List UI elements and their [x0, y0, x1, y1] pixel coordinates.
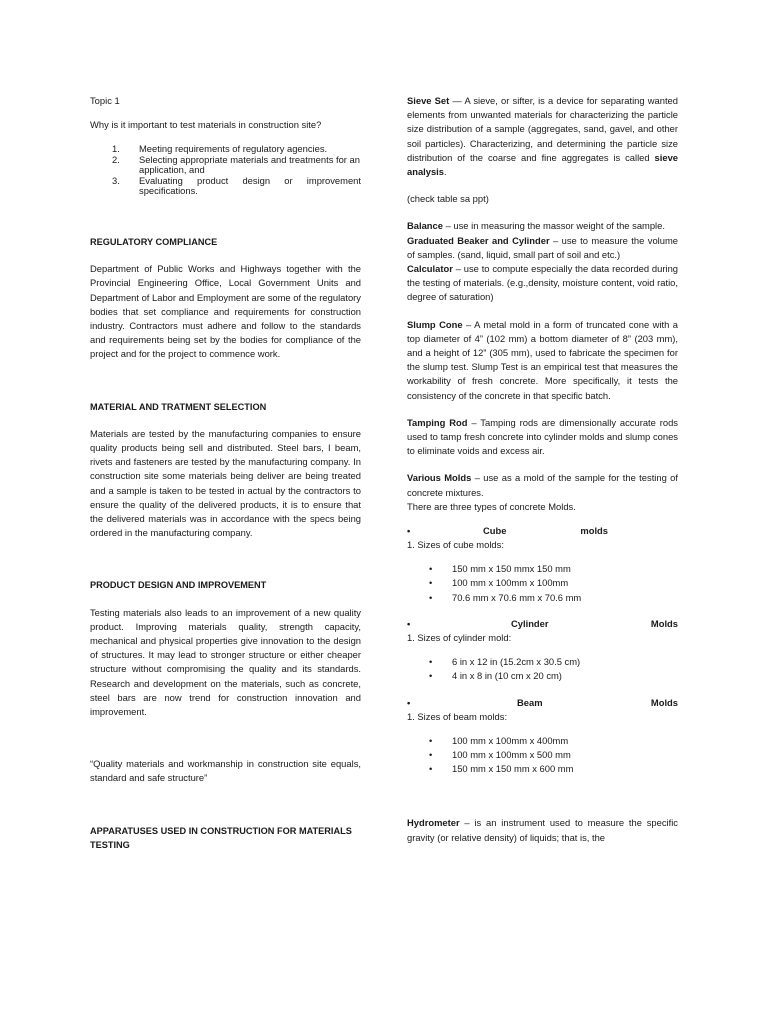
reasons-list — [90, 144, 361, 197]
sizes-label: 1. Sizes of cube molds: — [407, 539, 504, 551]
question-text: Why is it important to test materials in construction site? — [90, 119, 322, 131]
definition: – Tamping rods are dimensionally accurate rods used to tamp fresh concrete into cylinder molds and slump cones to eliminate voids and excess air. — [407, 416, 678, 457]
graduated-paragraph — [407, 234, 678, 262]
tamping-rod-paragraph — [407, 416, 678, 459]
bullet-icon: • — [407, 696, 411, 708]
mold-type: Cube — [483, 525, 507, 537]
sieve-set-paragraph — [407, 94, 678, 179]
sizes-label: 1. Sizes of beam molds: — [407, 710, 508, 722]
definition: – A metal mold in a form of truncated cone with a top diameter of 4” (102 mm) a bottom diameter of 8” (203 mm), and a height of 12” (305 mm), used to fabricate the specimen for the slump test. Slump Test is an empirical test that measures the workability of fresh concrete. More specifically, it tests the consistency of the concrete in that specific batch. — [407, 318, 678, 401]
hydrometer-paragraph — [407, 816, 678, 844]
list-text: Selecting appropriate materials and treatments for an application, and — [139, 153, 360, 176]
list-text: Evaluating product design or improvement specifications. — [139, 174, 361, 197]
term: sieve analysis — [407, 151, 678, 178]
definition: — A sieve, or sifter, is a device for separating wanted elements from unwanted materials for characterizing the particle size distribution of a sample (aggregates, sand, gavel, and other soil particles). Characterizing, and determining the particle size distribution of the coarse and fine aggregates is called — [407, 95, 678, 163]
list-number: 1. — [112, 143, 120, 155]
definition: – use to measure the volume of samples. (sand, liquid, small part of soil and etc.) — [407, 234, 678, 260]
sizes-label: 1. Sizes of cylinder mold: — [407, 631, 512, 643]
list-number: 2. — [112, 153, 120, 165]
definition: – use as a mold of the sample for the testing of concrete mixtures. — [407, 472, 678, 498]
section-body: Materials are tested by the manufacturing companies to ensure quality products being sell and distributed. Steel bars, I beam, rivets and fasteners are tested by the manufacturing company. In construction site some materials being deliver are being treated and a sample is taken to be tested in actual by the contractors to ensure the quality of the delivered products, it is to ensure that the delivered materials was in accordance with the specs being ordered in the manufacturing company. — [90, 427, 361, 539]
various-molds-sub: There are three types of concrete Molds. — [407, 500, 576, 512]
list-item: • 100 mm x 100mm x 100mm — [407, 576, 678, 590]
various-molds-paragraph — [407, 471, 678, 499]
section-body: Testing materials also leads to an improvement of a new quality product. Improving materials quality, strength capacity, mechanical and physical properties give innovation to the design of structures. It may lead to stronger structure or either cheaper structure without compromising the quality and its standards. Research and development on the materials, such as concrete, steel bars are now trend for construction innovation and improvement. — [90, 606, 361, 717]
left-column — [90, 94, 361, 852]
section-heading: MATERIAL AND TRATMENT SELECTION — [90, 401, 267, 412]
bullet-icon: • — [407, 617, 411, 629]
section-body: Department of Public Works and Highways together with the Provincial Engineering Office, Local Government Units and Department of Labor and Employment are some of the regulatory bodies that set compliance and requirements for construction industry. Contractors must adhere and follow to the standards and requirements being set by the bodies for compliance of the project and for the project to commence work. — [90, 263, 361, 360]
quote-text: “Quality materials and workmanship in construction site equals, standard and safe structure” — [90, 758, 361, 784]
list-number: 3. — [112, 174, 120, 186]
beam-molds-heading — [407, 696, 678, 710]
list-item — [90, 155, 361, 176]
list-item: • 6 in x 12 in (15.2cm x 30.5 cm) — [407, 655, 678, 669]
cylinder-sizes-list — [407, 655, 678, 683]
list-text: Meeting requirements of regulatory agencies. — [139, 143, 328, 155]
definition: – is an instrument used to measure the specific gravity (or relative density) of liquids; that is, the — [407, 817, 678, 843]
list-item: • 100 mm x 100mm x 400mm — [407, 734, 678, 748]
section-heading: REGULATORY COMPLIANCE — [90, 236, 218, 247]
beam-sizes-list — [407, 734, 678, 777]
term: Balance — [407, 220, 443, 232]
term: Slump Cone — [407, 318, 463, 330]
cylinder-molds-heading — [407, 617, 678, 631]
term: Sieve Set — [407, 95, 450, 106]
section-heading: PRODUCT DESIGN AND IMPROVEMENT — [90, 580, 267, 591]
section-heading: APPARATUSES USED IN CONSTRUCTION FOR MATERIALS TESTING — [90, 825, 352, 850]
punctuation: . — [444, 166, 447, 178]
bullet-icon: • — [407, 525, 411, 537]
balance-paragraph — [407, 219, 678, 233]
term: Various Molds — [407, 472, 472, 484]
term: Tamping Rod — [407, 416, 468, 428]
topic-label: Topic 1 — [90, 95, 120, 106]
term: Calculator — [407, 263, 453, 275]
mold-type: Beam — [517, 696, 543, 708]
mold-word: molds — [580, 525, 608, 537]
mold-word: Molds — [650, 696, 678, 708]
mold-type: Cylinder — [511, 617, 549, 629]
cube-sizes-list — [407, 562, 678, 605]
list-item: • 150 mm x 150 mmx 150 mm — [407, 562, 678, 576]
term: Graduated Beaker and Cylinder — [407, 234, 550, 246]
term: Hydrometer — [407, 817, 460, 829]
list-item: • 150 mm x 150 mm x 600 mm — [407, 762, 678, 776]
list-item — [90, 176, 361, 197]
slump-cone-paragraph — [407, 318, 678, 403]
mold-word: Molds — [650, 617, 678, 629]
definition: – use to compute especially the data recorded during the testing of materials. (e.g.,density, moisture content, void ratio, degree of saturation) — [407, 263, 678, 303]
cube-molds-heading — [407, 524, 678, 538]
list-item: • 4 in x 8 in (10 cm x 20 cm) — [407, 669, 678, 683]
calculator-paragraph — [407, 262, 678, 305]
check-note: (check table sa ppt) — [407, 193, 489, 205]
right-column — [407, 94, 678, 845]
definition: – use in measuring the massor weight of the sample. — [442, 220, 665, 232]
list-item: • 100 mm x 100mm x 500 mm — [407, 748, 678, 762]
list-item: • 70.6 mm x 70.6 mm x 70.6 mm — [407, 591, 678, 605]
